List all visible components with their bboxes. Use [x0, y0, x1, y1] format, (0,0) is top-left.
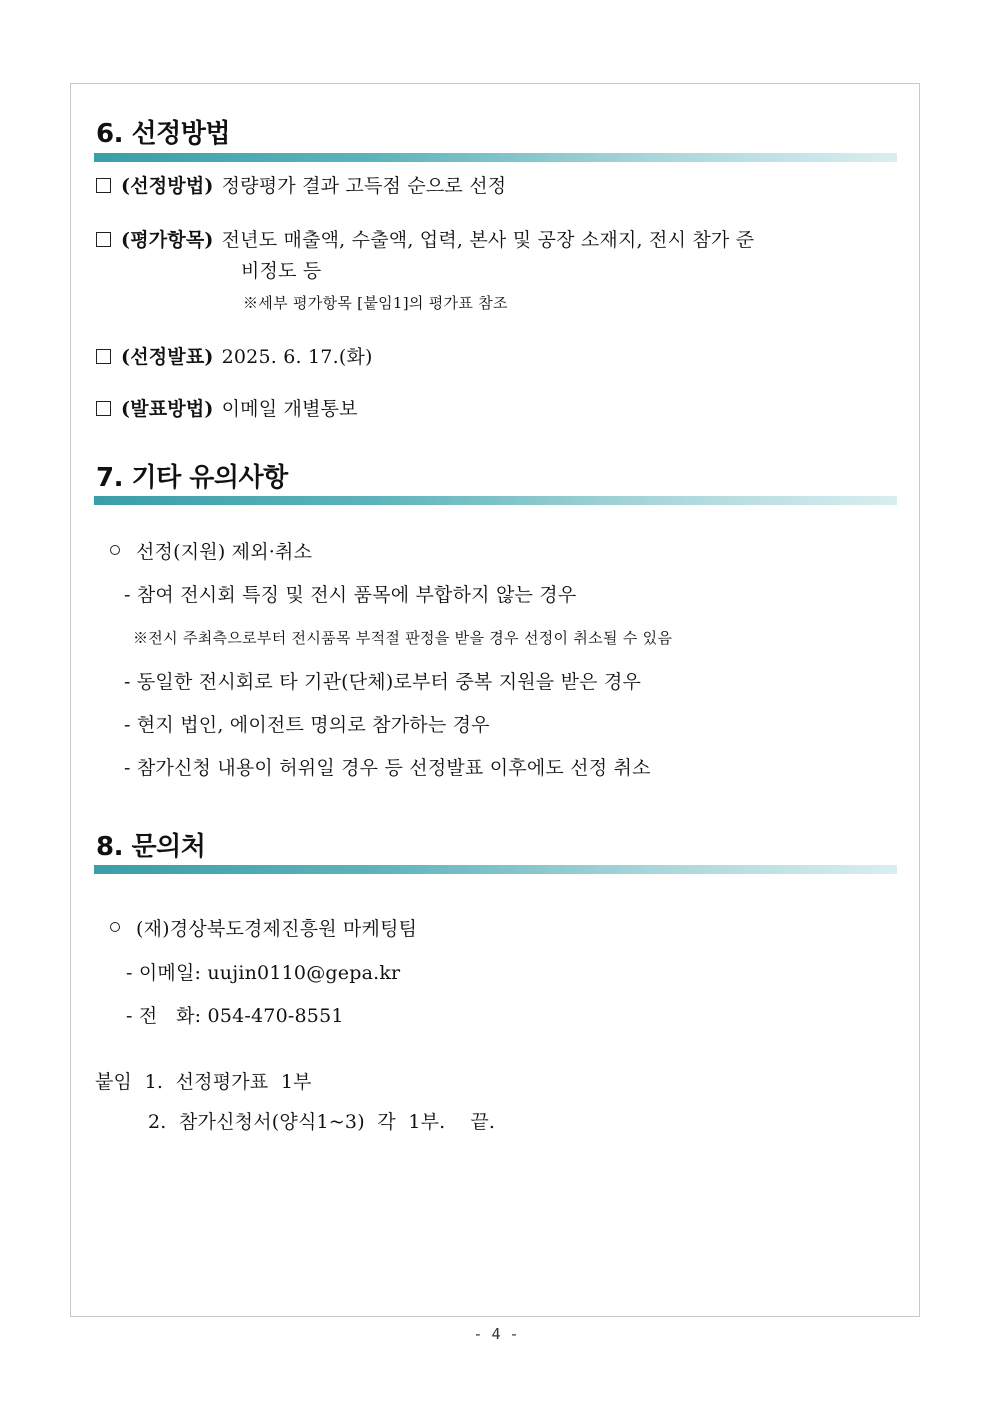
section-6-divider	[94, 153, 897, 162]
contact-phone: - 전 화: 054-470-8551	[126, 1005, 344, 1027]
note-line-5: - 참가신청 내용이 허위일 경우 등 선정발표 이후에도 선정 취소	[124, 757, 651, 779]
note-line-1: - 참여 전시회 특징 및 전시 품목에 부합하지 않는 경우	[124, 584, 577, 606]
evaluation-note: ※세부 평가항목 [붙임1]의 평가표 참조	[243, 294, 508, 312]
checkbox-square-icon	[96, 178, 111, 193]
note-line-2: ※전시 주최측으로부터 전시품목 부적절 판정을 받을 경우 선정이 취소될 수 있음	[133, 629, 673, 647]
item-text: 전년도 매출액, 수출액, 업력, 본사 및 공장 소재지, 전시 참가 준	[221, 229, 755, 251]
contact-organization	[110, 914, 417, 941]
checkbox-square-icon	[96, 232, 111, 247]
checkbox-square-icon	[96, 401, 111, 416]
bullet-text: (재)경상북도경제진흥원 마케팅팀	[136, 918, 418, 940]
section-7-bullet	[110, 537, 312, 564]
section-7-divider	[94, 496, 897, 505]
item-label: (평가항목)	[121, 229, 214, 251]
item-text: 정량평가 결과 고득점 순으로 선정	[221, 175, 507, 197]
item-label: (선정방법)	[121, 175, 214, 197]
attachment-line-1: 붙임 1. 선정평가표 1부	[95, 1071, 312, 1093]
item-label: (발표방법)	[121, 398, 214, 420]
item-announcement-method	[96, 394, 358, 421]
bullet-circle-icon	[110, 922, 120, 932]
section-8-heading: 8. 문의처	[96, 832, 206, 862]
item-text: 2025. 6. 17.(화)	[221, 346, 373, 368]
item-text: 이메일 개별통보	[221, 398, 358, 420]
section-8-divider	[94, 865, 897, 874]
checkbox-square-icon	[96, 349, 111, 364]
attachment-line-2: 2. 참가신청서(양식1~3) 각 1부. 끝.	[148, 1111, 496, 1133]
bullet-text: 선정(지원) 제외·취소	[136, 541, 313, 563]
bullet-circle-icon	[110, 545, 120, 555]
item-label: (선정발표)	[121, 346, 214, 368]
note-line-3: - 동일한 전시회로 타 기관(단체)로부터 중복 지원을 받은 경우	[124, 671, 642, 693]
item-selection-method	[96, 171, 506, 198]
item-announcement	[96, 342, 373, 369]
section-7-heading: 7. 기타 유의사항	[96, 463, 288, 493]
page-number: - 4 -	[473, 1325, 519, 1343]
item-evaluation-criteria-cont: 비정도 등	[241, 260, 322, 282]
item-evaluation-criteria	[96, 225, 754, 252]
contact-email: - 이메일: uujin0110@gepa.kr	[126, 962, 401, 984]
section-6-heading: 6. 선정방법	[96, 119, 230, 149]
note-line-4: - 현지 법인, 에이전트 명의로 참가하는 경우	[124, 714, 490, 736]
